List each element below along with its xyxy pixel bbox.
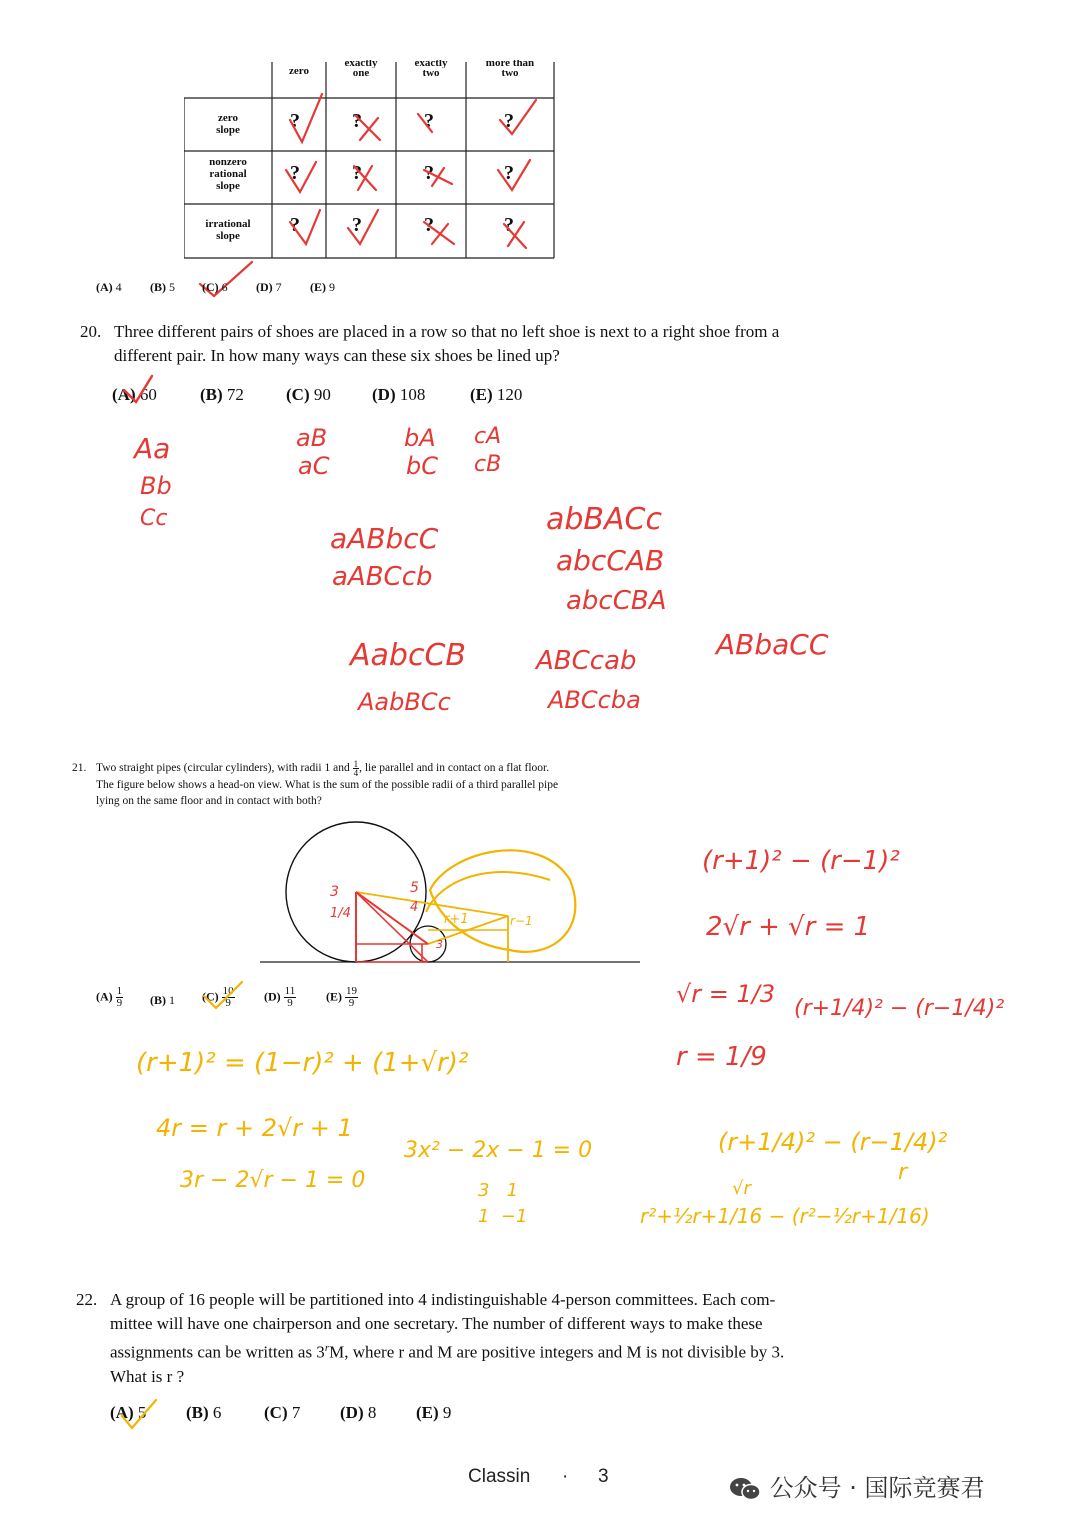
p19-choice-d[interactable]: (D) 7 bbox=[256, 280, 282, 294]
hw-yel-eq5b: 1 −1 bbox=[478, 1206, 528, 1227]
p22-number: 22. bbox=[76, 1290, 98, 1309]
p22-choice-c[interactable]: (C) 7 bbox=[264, 1403, 301, 1422]
hw-red-eq2: 2√r + √r = 1 bbox=[706, 912, 871, 942]
p22-choice-a[interactable]: (A) 5 bbox=[110, 1403, 147, 1422]
p21-number: 21. bbox=[72, 762, 87, 774]
p19-choice-a[interactable]: (A) 4 bbox=[96, 280, 122, 294]
p21-choice-a[interactable]: (A) $\frac{1}{9}$ bbox=[96, 985, 123, 1009]
table-cell-symbol: ? bbox=[424, 110, 434, 132]
col-header-more-than-two: more than two bbox=[485, 60, 535, 79]
hw-red-seq2b: abcCAB bbox=[556, 544, 665, 577]
hw-yel-eq9: r bbox=[898, 1160, 908, 1185]
p20-check-mark bbox=[110, 370, 170, 410]
table-cell-symbol: ? bbox=[504, 110, 514, 132]
hw-red-eq3: √r = 1/3 bbox=[676, 980, 776, 1008]
p21-question: 21. Two straight pipes (circular cylinders), with radii 1 and $\frac{1}{4}$ , lie parallel and in contact on a flat floor. The figure below shows a head-on view. What is the sum of the possible radii of a third parallel pipe lying on the same floor and in contact with both? bbox=[72, 759, 559, 807]
p21-check-mark bbox=[196, 976, 256, 1016]
table-cell-symbol: ? bbox=[424, 162, 434, 184]
hw-red-pair-cc: Cc bbox=[140, 506, 168, 531]
hw-red-eq1: (r+1)² − (r−1)² bbox=[702, 846, 900, 876]
p22-check-mark bbox=[110, 1396, 170, 1436]
hw-yel-eq6: (r+1/4)² − (r−1/4)² bbox=[718, 1128, 948, 1156]
p20-number: 20. bbox=[80, 322, 102, 341]
hw-red-seq1a: aABbcC bbox=[330, 522, 439, 555]
hw-red-bc: bC bbox=[406, 452, 438, 480]
fig-label-4: 4 bbox=[410, 900, 419, 915]
table-cell-symbol: ? bbox=[352, 110, 362, 132]
p19-choice-e[interactable]: (E) 9 bbox=[310, 280, 335, 294]
p20-line2: different pair. In how many ways can these six shoes be lined up? bbox=[114, 346, 560, 365]
hw-red-seq3b: AabBCc bbox=[358, 688, 451, 716]
hw-red-ca: cA bbox=[474, 424, 502, 449]
table-cell-symbol: ? bbox=[352, 214, 362, 236]
hw-yel-eq8: r²+½r+1/16 − (r²−½r+1/16) bbox=[640, 1204, 930, 1228]
hw-yel-eq5a: 3 1 bbox=[478, 1180, 519, 1201]
footer-brand: Classin bbox=[468, 1466, 531, 1487]
footer-page-number: 3 bbox=[598, 1466, 609, 1487]
p19-red-marks bbox=[0, 0, 1080, 300]
footer-dot: · bbox=[562, 1466, 569, 1487]
p20-choice-a[interactable]: (A) 60 bbox=[112, 385, 157, 404]
fig-label-r-plus-1: r+1 bbox=[444, 912, 469, 927]
row-header-irrational-slope: irrational slope bbox=[205, 218, 251, 242]
p21-choice-b[interactable]: (B) 1 bbox=[150, 993, 175, 1007]
p20-choice-c[interactable]: (C) 90 bbox=[286, 385, 331, 404]
hw-red-seq2a: abBACc bbox=[546, 502, 662, 537]
fig-label-3: 3 bbox=[330, 884, 339, 900]
hw-red-ac: aC bbox=[298, 452, 330, 480]
watermark: 公众号 · 国际竞赛君 bbox=[728, 1468, 985, 1503]
hw-yel-eq3: 3r − 2√r − 1 = 0 bbox=[180, 1168, 366, 1193]
p22-choice-e[interactable]: (E) 9 bbox=[416, 1403, 452, 1422]
hw-red-eq4: (r+1/4)² − (r−1/4)² bbox=[794, 996, 1005, 1021]
p20-question bbox=[80, 320, 914, 368]
hw-yel-eq7: √r bbox=[732, 1178, 751, 1199]
hw-red-seq4b: ABCcba bbox=[548, 686, 641, 714]
hw-red-seq4a: ABCcab bbox=[536, 646, 637, 676]
fig-label-quarter: 1/4 bbox=[330, 906, 351, 921]
hw-yel-eq1: (r+1)² = (1−r)² + (1+√r)² bbox=[136, 1048, 469, 1078]
p20-line1: Three different pairs of shoes are placed in a row so that no left shoe is next to a right shoe from a bbox=[114, 322, 780, 341]
table-cell-symbol: ? bbox=[290, 110, 300, 132]
col-header-zero: zero bbox=[289, 65, 309, 77]
hw-red-ab: aB bbox=[296, 424, 328, 452]
table-cell-symbol: ? bbox=[352, 162, 362, 184]
hw-red-cb: cB bbox=[474, 452, 502, 477]
p20-choice-e[interactable]: (E) 120 bbox=[470, 385, 523, 404]
p20-choice-b[interactable]: (B) 72 bbox=[200, 385, 244, 404]
row-header-zero-slope: zero slope bbox=[216, 112, 240, 136]
hw-red-seq5: ABbaCC bbox=[716, 628, 829, 661]
table-cell-symbol: ? bbox=[424, 214, 434, 236]
table-cell-symbol: ? bbox=[290, 162, 300, 184]
p20-choice-d[interactable]: (D) 108 bbox=[372, 385, 426, 404]
p21-choice-c[interactable]: (C) $\frac{10}{9}$ bbox=[202, 985, 234, 1009]
p22-choice-d[interactable]: (D) 8 bbox=[340, 1403, 377, 1422]
p21-figure bbox=[250, 820, 650, 980]
hw-red-seq2c: abcCBA bbox=[566, 586, 667, 616]
p19-choice-c[interactable]: (C) 6 bbox=[202, 280, 228, 294]
p22-choice-b[interactable]: (B) 6 bbox=[186, 1403, 222, 1422]
p21-choice-e[interactable]: (E) $\frac{19}{9}$ bbox=[326, 985, 357, 1009]
hw-red-pair-aa: Aa bbox=[134, 432, 171, 465]
table-cell-symbol: ? bbox=[504, 162, 514, 184]
table-cell-symbol: ? bbox=[504, 214, 514, 236]
hw-red-seq1b: aABCcb bbox=[332, 562, 433, 592]
p22-question: 22. A group of 16 people will be partitioned into 4 indistinguishable 4-person committees. Each com- mittee will have one chairperson and one secretary. The number of different ways to make these assignments can be written as 3$^r$M, where r and M are positive integers and M is not divisible by 3. What is r ? bbox=[76, 1290, 785, 1386]
row-header-nonzero-rational-slope: nonzero rational slope bbox=[209, 156, 247, 192]
table-cell-symbol: ? bbox=[290, 214, 300, 236]
p19-choice-b[interactable]: (B) 5 bbox=[150, 280, 175, 294]
fig-label-3b: 3 bbox=[436, 938, 443, 951]
hw-red-seq3a: AabcCB bbox=[350, 638, 466, 673]
wechat-icon bbox=[728, 1476, 762, 1502]
hw-yel-eq2: 4r = r + 2√r + 1 bbox=[156, 1114, 353, 1142]
hw-red-eq5: r = 1/9 bbox=[676, 1042, 767, 1072]
hw-yel-eq4: 3x² − 2x − 1 = 0 bbox=[404, 1138, 593, 1163]
hw-red-pair-bb: Bb bbox=[140, 472, 172, 500]
col-header-exactly-one: exactly one bbox=[344, 60, 378, 79]
p21-choice-d[interactable]: (D) $\frac{11}{9}$ bbox=[264, 985, 296, 1009]
fig-label-r-minus-1: r−1 bbox=[510, 914, 533, 928]
fig-label-5: 5 bbox=[410, 880, 419, 896]
hw-red-ba: bA bbox=[404, 424, 436, 452]
col-header-exactly-two: exactly two bbox=[414, 60, 448, 79]
